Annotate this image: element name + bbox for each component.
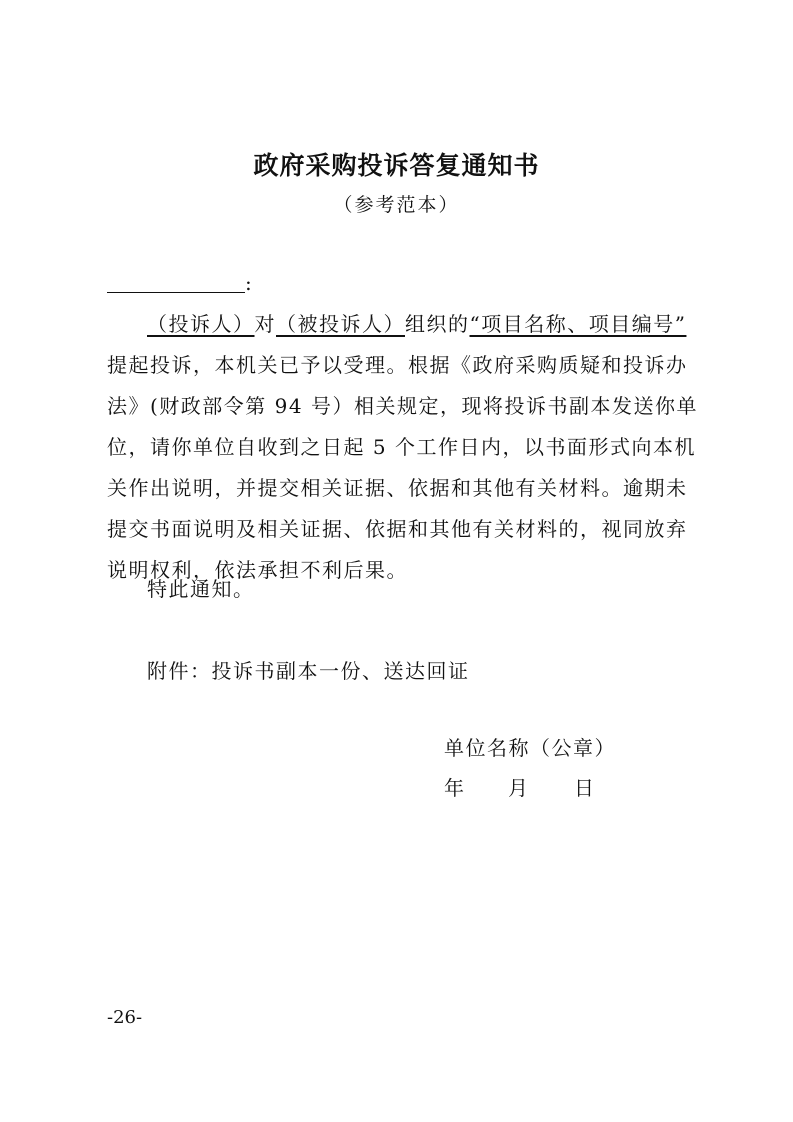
notice-text: 特此通知。 <box>147 577 255 601</box>
attachment-text: 附件：投诉书副本一份、送达回证 <box>147 659 470 683</box>
project-placeholder: “项目名称、项目编号” <box>469 312 687 336</box>
signature-unit: 单位名称（公章） <box>444 736 616 760</box>
date-year: 年 <box>444 776 464 800</box>
salutation-colon: : <box>245 271 252 295</box>
body-paragraph <box>107 304 697 591</box>
date-month: 月 <box>508 776 528 800</box>
page-number: -26- <box>107 1007 143 1028</box>
date-day: 日 <box>574 776 594 800</box>
paragraph-line: 法》(财政部令第 94 号）相关规定，现将投诉书副本发送你单 <box>107 394 698 418</box>
document-title: 政府采购投诉答复通知书 <box>253 151 540 180</box>
paragraph-first-line <box>107 304 697 345</box>
document-subtitle: （参考范本） <box>333 194 460 216</box>
to-text: 对 <box>254 312 276 336</box>
complainant-placeholder: （投诉人） <box>147 312 255 336</box>
recipient-blank <box>107 268 245 293</box>
paragraph-line: 说明权利，依法承担不利后果。 <box>107 558 408 582</box>
paragraph-line: 提起投诉，本机关已予以受理。根据《政府采购质疑和投诉办 <box>107 353 688 377</box>
respondent-placeholder: （被投诉人） <box>276 312 405 336</box>
paragraph-line: 位，请你单位自收到之日起 5 个工作日内，以书面形式向本机 <box>107 435 696 459</box>
paragraph-line: 提交书面说明及相关证据、依据和其他有关材料的，视同放弃 <box>107 517 688 541</box>
organized-text: 组织的 <box>405 312 470 336</box>
paragraph-line: 关作出说明，并提交相关证据、依据和其他有关材料。逾期未 <box>107 476 688 500</box>
salutation-line <box>107 268 252 298</box>
